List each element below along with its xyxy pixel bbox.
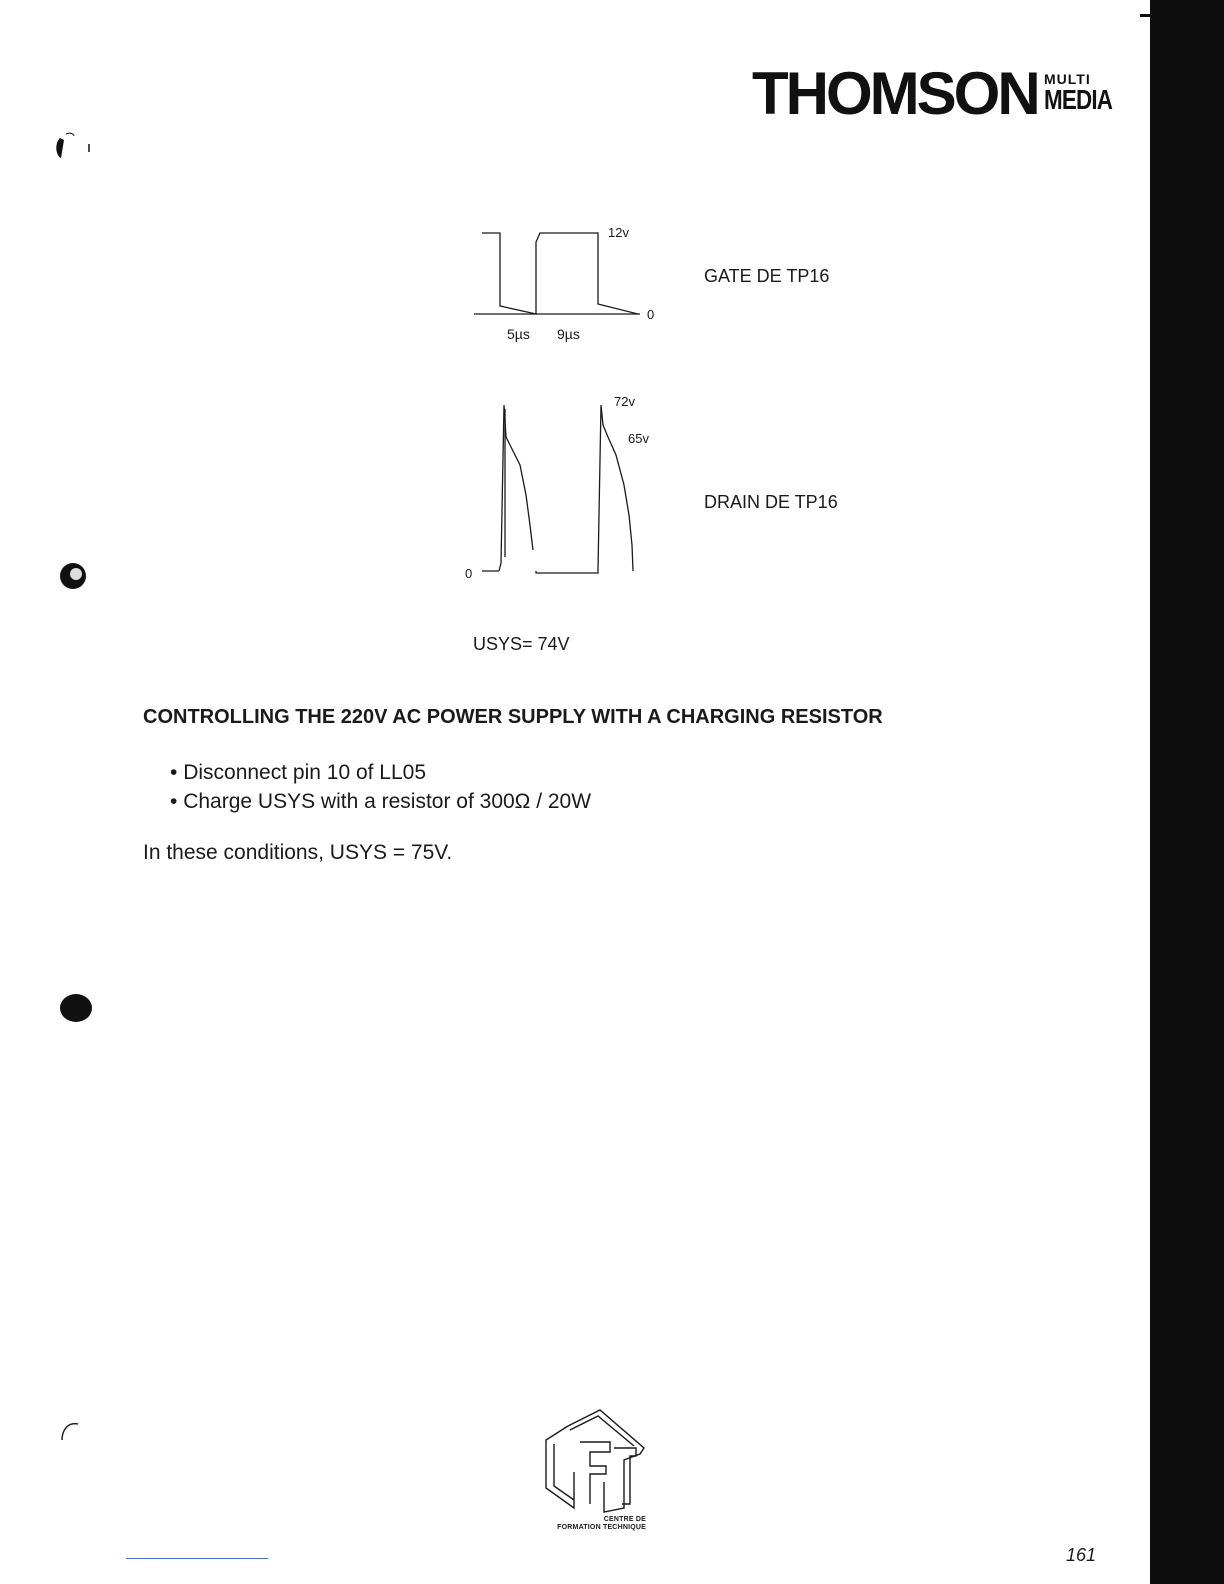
instruction-item: • Disconnect pin 10 of LL05: [170, 758, 591, 787]
instruction-list: [170, 758, 591, 816]
conclusion-text: In these conditions, USYS = 75V.: [143, 841, 453, 864]
drain-peak: 72v: [614, 394, 635, 409]
gate-time-high: 9µs: [557, 326, 580, 342]
scan-edge: [1150, 0, 1224, 1584]
gate-waveform-title: GATE DE TP16: [704, 266, 830, 286]
gate-level-zero: 0: [647, 307, 655, 322]
binder-hole-bottom: [56, 1418, 96, 1448]
brand-media: MEDIA: [1044, 84, 1113, 115]
cft-line2: FORMATION TECHNIQUE: [557, 1524, 646, 1531]
page-number: 161: [1066, 1545, 1097, 1565]
footer-rule: [126, 1558, 268, 1559]
cft-logo-text: [528, 1516, 646, 1532]
drain-waveform-diagram: [470, 395, 660, 580]
scan-notch: [1140, 14, 1178, 17]
binder-hole-mid: [60, 994, 92, 1022]
cft-logo: [540, 1408, 650, 1518]
gate-time-low: 5µs: [507, 326, 530, 342]
drain-plateau: 65v: [628, 431, 649, 446]
section-heading: CONTROLLING THE 220V AC POWER SUPPLY WITH A CHARGING RESISTOR: [143, 706, 883, 728]
brand-logo-sub: [1044, 72, 1129, 114]
brand-logo: THOMSON: [752, 60, 1038, 127]
binder-holes-top: [52, 128, 102, 628]
drain-level-zero: 0: [465, 566, 473, 581]
instruction-item: • Charge USYS with a resistor of 300Ω / 20W: [170, 787, 591, 816]
gate-waveform-diagram: [470, 220, 660, 330]
usys-note: USYS= 74V: [473, 634, 570, 654]
drain-waveform-title: DRAIN DE TP16: [704, 492, 838, 512]
gate-level-high: 12v: [608, 225, 629, 240]
cft-line1: CENTRE DE: [603, 1516, 646, 1523]
brand-multi: MULTI: [1044, 71, 1091, 87]
